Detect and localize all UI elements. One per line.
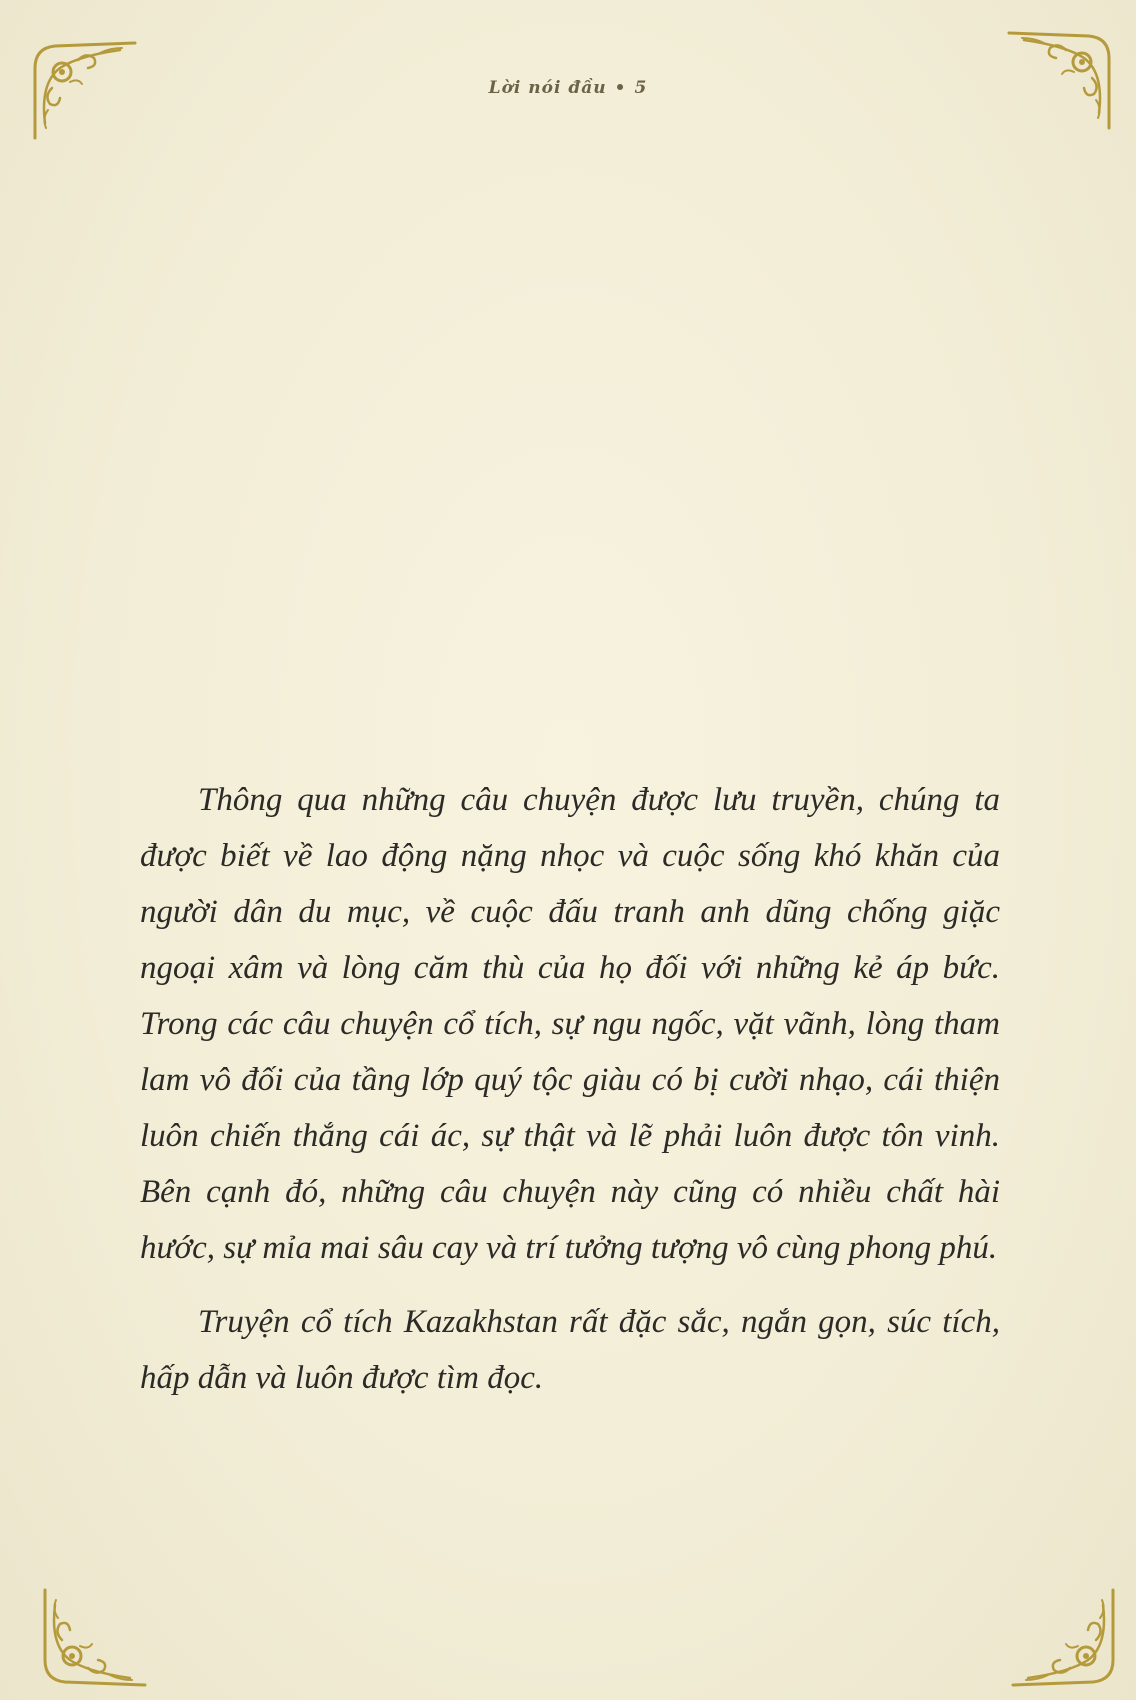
- corner-ornament-icon: [1008, 1580, 1118, 1690]
- header-separator: •: [614, 78, 627, 98]
- running-header: [0, 78, 1136, 98]
- corner-ornament-icon: [40, 1580, 150, 1690]
- body-text: [140, 772, 1000, 1424]
- page-number: 5: [634, 78, 648, 98]
- paragraph: Thông qua những câu chuyện được lưu truyền, chúng ta được biết về lao động nặng nhọc và cuộc sống khó khăn của người dân du mục, về cuộc đấu tranh anh dũng chống giặc ngoại xâm và lòng căm thù của họ đối với những kẻ áp bức. Trong các câu chuyện cổ tích, sự ngu ngốc, vặt vãnh, lòng tham lam vô đối của tầng lớp quý tộc giàu có bị cười nhạo, cái thiện luôn chiến thắng cái ác, sự thật và lẽ phải luôn được tôn vinh. Bên cạnh đó, những câu chuyện này cũng có nhiều chất hài hước, sự mỉa mai sâu cay và trí tưởng tượng vô cùng phong phú.: [140, 782, 1000, 1266]
- paragraph: Truyện cổ tích Kazakhstan rất đặc sắc, ngắn gọn, súc tích, hấp dẫn và luôn được tìm đọc.: [140, 1304, 1000, 1396]
- chapter-title: Lời nói đầu: [488, 78, 607, 98]
